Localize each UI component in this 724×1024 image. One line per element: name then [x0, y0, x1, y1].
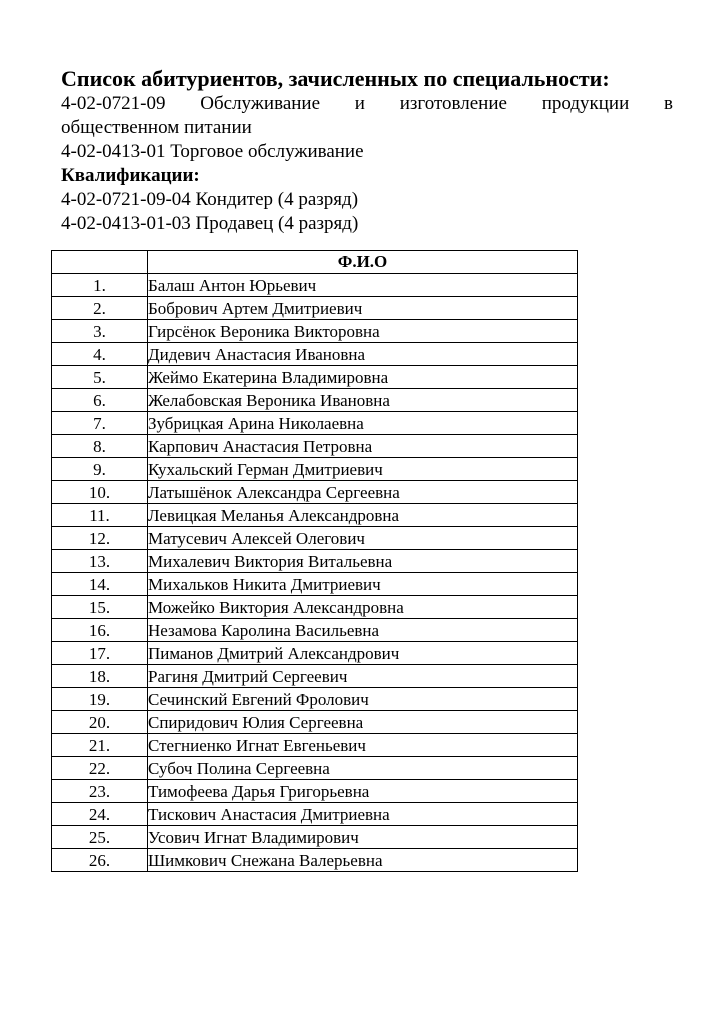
row-full-name: Латышёнок Александра Сергеевна — [148, 481, 578, 504]
row-full-name: Левицкая Меланья Александровна — [148, 504, 578, 527]
enrollee-table — [51, 250, 578, 872]
row-number: 15. — [52, 596, 148, 619]
table-row — [52, 849, 578, 872]
row-full-name: Кухальский Герман Дмитриевич — [148, 458, 578, 481]
row-number: 22. — [52, 757, 148, 780]
row-full-name: Зубрицкая Арина Николаевна — [148, 412, 578, 435]
row-number: 24. — [52, 803, 148, 826]
row-full-name: Дидевич Анастасия Ивановна — [148, 343, 578, 366]
row-number: 16. — [52, 619, 148, 642]
document-header — [61, 66, 673, 236]
table-row — [52, 504, 578, 527]
table-row — [52, 297, 578, 320]
row-full-name: Михальков Никита Дмитриевич — [148, 573, 578, 596]
row-full-name: Тимофеева Дарья Григорьевна — [148, 780, 578, 803]
table-row — [52, 412, 578, 435]
row-full-name: Гирсёнок Вероника Викторовна — [148, 320, 578, 343]
table-row — [52, 320, 578, 343]
header-full-name: Ф.И.О — [148, 251, 578, 274]
row-full-name: Тискович Анастасия Дмитриевна — [148, 803, 578, 826]
row-number: 5. — [52, 366, 148, 389]
row-number: 2. — [52, 297, 148, 320]
row-full-name: Жеймо Екатерина Владимировна — [148, 366, 578, 389]
row-number: 3. — [52, 320, 148, 343]
table-row — [52, 527, 578, 550]
row-full-name: Карпович Анастасия Петровна — [148, 435, 578, 458]
qualification-1: 4-02-0721-09-04 Кондитер (4 разряд) — [61, 189, 359, 210]
row-number: 1. — [52, 274, 148, 297]
row-full-name: Спиридович Юлия Сергеевна — [148, 711, 578, 734]
specialty-2: 4-02-0413-01 Торговое обслуживание — [61, 141, 364, 162]
table-row — [52, 573, 578, 596]
table-row — [52, 619, 578, 642]
table-row — [52, 803, 578, 826]
row-full-name: Сечинский Евгений Фролович — [148, 688, 578, 711]
row-number: 25. — [52, 826, 148, 849]
table-row — [52, 389, 578, 412]
row-number: 23. — [52, 780, 148, 803]
row-full-name: Незамова Каролина Васильевна — [148, 619, 578, 642]
row-full-name: Матусевич Алексей Олегович — [148, 527, 578, 550]
row-number: 6. — [52, 389, 148, 412]
row-number: 18. — [52, 665, 148, 688]
table-row — [52, 458, 578, 481]
table-row — [52, 711, 578, 734]
row-number: 8. — [52, 435, 148, 458]
row-full-name: Субоч Полина Сергеевна — [148, 757, 578, 780]
row-full-name: Стегниенко Игнат Евгеньевич — [148, 734, 578, 757]
qualifications-heading: Квалификации: — [61, 165, 200, 186]
table-row — [52, 343, 578, 366]
row-number: 4. — [52, 343, 148, 366]
row-number: 13. — [52, 550, 148, 573]
row-number: 19. — [52, 688, 148, 711]
table-header-row — [52, 251, 578, 274]
table-row — [52, 274, 578, 297]
table-body — [52, 274, 578, 872]
row-number: 26. — [52, 849, 148, 872]
table-row — [52, 780, 578, 803]
row-number: 12. — [52, 527, 148, 550]
row-full-name: Пиманов Дмитрий Александрович — [148, 642, 578, 665]
row-number: 11. — [52, 504, 148, 527]
table-row — [52, 481, 578, 504]
table-row — [52, 642, 578, 665]
header-number — [52, 251, 148, 274]
row-full-name: Балаш Антон Юрьевич — [148, 274, 578, 297]
row-number: 7. — [52, 412, 148, 435]
specialty-1-line-2: общественном питании — [61, 117, 252, 138]
table-row — [52, 665, 578, 688]
row-full-name: Усович Игнат Владимирович — [148, 826, 578, 849]
table-row — [52, 826, 578, 849]
row-number: 14. — [52, 573, 148, 596]
table-row — [52, 550, 578, 573]
table-row — [52, 734, 578, 757]
row-number: 20. — [52, 711, 148, 734]
row-full-name: Бобрович Артем Дмитриевич — [148, 297, 578, 320]
specialty-1-line-1: 4-02-0721-09 Обслуживание и изготовление продукции в — [61, 93, 673, 114]
row-full-name: Желабовская Вероника Ивановна — [148, 389, 578, 412]
row-number: 21. — [52, 734, 148, 757]
row-full-name: Рагиня Дмитрий Сергеевич — [148, 665, 578, 688]
row-full-name: Михалевич Виктория Витальевна — [148, 550, 578, 573]
row-number: 10. — [52, 481, 148, 504]
row-number: 17. — [52, 642, 148, 665]
table-row — [52, 757, 578, 780]
table-row — [52, 596, 578, 619]
table-row — [52, 435, 578, 458]
table-row — [52, 366, 578, 389]
row-full-name: Можейко Виктория Александровна — [148, 596, 578, 619]
table-row — [52, 688, 578, 711]
row-number: 9. — [52, 458, 148, 481]
row-full-name: Шимкович Снежана Валерьевна — [148, 849, 578, 872]
document-title: Список абитуриентов, зачисленных по специальности: — [61, 66, 610, 91]
qualification-2: 4-02-0413-01-03 Продавец (4 разряд) — [61, 213, 359, 234]
